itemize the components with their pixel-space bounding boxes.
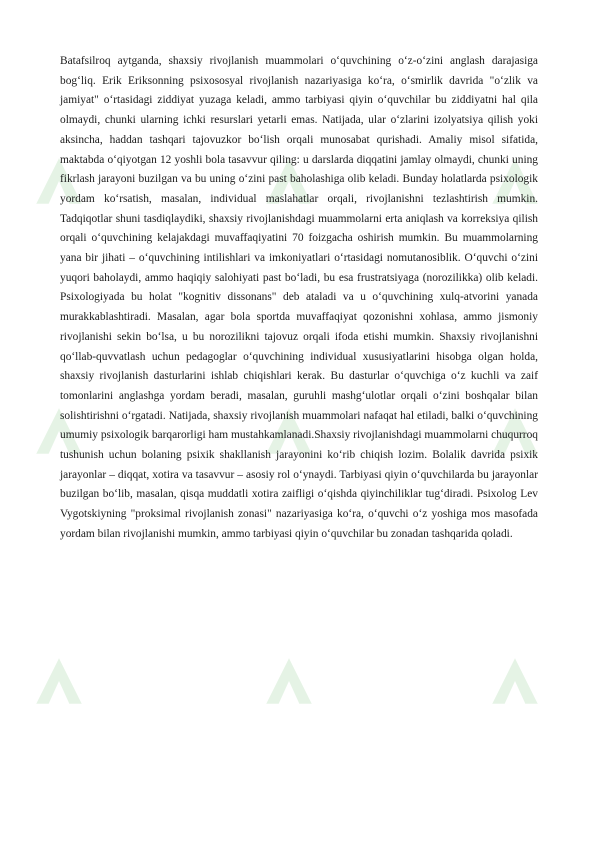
watermark-logo-icon [258, 650, 320, 712]
watermark-logo-icon [484, 650, 546, 712]
watermark-logo-icon [28, 650, 90, 712]
body-paragraph: Batafsilroq aytganda, shaxsiy rivojlanish muammolari o‘quvchining o‘z-o‘zini anglash darajasiga bog‘liq. Erik Eriksonning psixososyal rivojlanish nazariyasiga ko‘ra, o‘smirlik davrida "o‘zlik va jamiyat" o‘rtasidagi ziddiyat yuzaga keladi, ammo tarbiyasi qiyin o‘quvchilar bu ziddiyatni hal qila olmaydi, chunki ularning ichki resurslari yetarli emas. Natijada, ular o‘zlarini izolyatsiya qilish yoki aksincha, haddan tashqari tajovuzkor bo‘lish orqali munosabat qurishadi. Amaliy misol sifatida, maktabda o‘qiyotgan 12 yoshli bola tasavvur qiling: u darslarda diqqatini jamlay olmaydi, chunki uning fikrlash jarayoni buzilgan va bu uning o‘zini past baholashiga olib keladi. Bunday holatlarda psixologik yordam ko‘rsatish, masalan, individual maslahatlar orqali, rivojlanishni tezlashtirish mumkin. Tadqiqotlar shuni tasdiqlaydiki, shaxsiy rivojlanishdagi muammolarni erta aniqlash va korreksiya qilish orqali o‘quvchining kelajakdagi muvaffaqiyatini 70 foizgacha oshirish mumkin. Bu muammolarning yana bir jihati – o‘quvchining intilishlari va imkoniyatlari o‘rtasidagi nomutanosiblik. O‘quvchi o‘zini yuqori baholaydi, ammo haqiqiy salohiyati past bo‘ladi, bu esa frustratsiyaga (norozilikka) olib keladi. Psixologiyada bu holat "kognitiv dissonans" deb ataladi va u o‘quvchining xulq-atvorini yanada murakkablashtiradi. Masalan, agar bola sportda muvaffaqiyat qozonishni xohlasa, ammo jismoniy rivojlanishi sekin bo‘lsa, u bu norozilikni tajovuz orqali ifoda etishi mumkin. Shaxsiy rivojlanishni qo‘llab-quvvatlash uchun pedagoglar o‘quvchining individual xususiyatlarini hisobga olgan holda, shaxsiy rivojlanish dasturlarini ishlab chiqishlari kerak. Bu dasturlar o‘quvchiga o‘z kuchli va zaif tomonlarini anglashga yordam beradi, masalan, guruhli mashg‘ulotlar orqali o‘zini boshqalar bilan solishtirishni o‘rgatadi. Natijada, shaxsiy rivojlanish muammolari nafaqat hal etiladi, balki o‘quvchining umumiy psixologik barqarorligi ham mustahkamlanadi.Shaxsiy rivojlanishdagi muammolarni chuqurroq tushunish uchun bolaning psixik shakllanish jarayonini ko‘rib chiqish lozim. Bolalik davrida psixik jarayonlar – diqqat, xotira va tasavvur – asosiy rol o‘ynaydi. Tarbiyasi qiyin o‘quvchilarda bu jarayonlar buzilgan bo‘lib, masalan, qisqa muddatli xotira zaifligi o‘qishda qiyinchiliklar tug‘diradi. Psixolog Lev Vygotskiyning "proksimal rivojlanish zonasi" nazariyasiga ko‘ra, o‘quvchi o‘z yoshiga mos masofada yordam bilan rivojlanishi mumkin, ammo tarbiyasi qiyin o‘quvchilar bu zonadan tashqarida qoladi. [60, 55, 538, 540]
